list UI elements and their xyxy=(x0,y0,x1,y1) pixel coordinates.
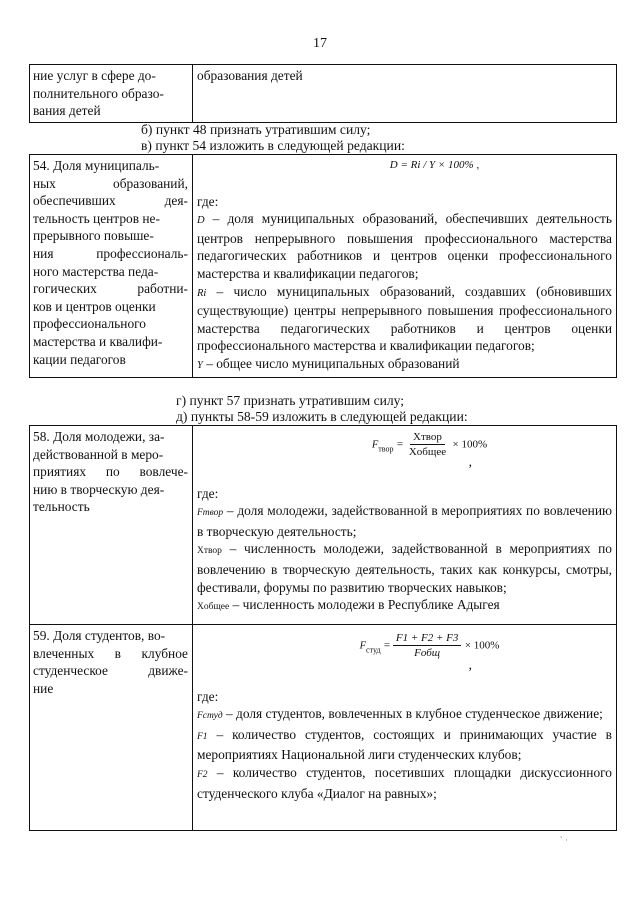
definition-y xyxy=(197,355,612,375)
symbol: F2 xyxy=(197,769,208,780)
symbol: Xтвор xyxy=(197,546,222,557)
indicator-54-name xyxy=(30,155,193,377)
note-g: г) пункт 57 признать утратившим силу; xyxy=(176,393,405,408)
formula-numerator: F1 + F2 + F3 xyxy=(393,631,462,646)
symbol: F1 xyxy=(197,731,208,742)
definition-xobshchee xyxy=(197,596,612,617)
cell-line: мастерства и квалифи- xyxy=(33,333,163,349)
formula-59: $F_{студ}$ = $\frac{F1 + F2 + F3}{\text{Fобщ}}$ × 100% xyxy=(359,632,500,659)
formula-denominator: Xобщее xyxy=(408,446,447,458)
indicator-58-formula-cell xyxy=(193,426,616,624)
scan-speck: ` · xyxy=(559,835,568,845)
definition-f2 xyxy=(197,764,612,802)
symbol: Xобщее xyxy=(197,602,230,613)
formula-denominator: Fобщ xyxy=(414,647,441,659)
cell-line: 54. Доля муниципаль- xyxy=(33,158,160,173)
formula-58: $F_{твор}$ = $\frac{\text{Xтвор}}{\text{Xобщее}}$ × 100% xyxy=(371,431,488,458)
indicator-54-table xyxy=(29,154,617,378)
cell-line: обеспечивших дея- xyxy=(33,193,188,209)
cell-line: нию в творческую дея- xyxy=(33,481,165,497)
page-number: 17 xyxy=(313,36,327,51)
formula-tail: × 100% xyxy=(452,438,488,451)
cell-line: ных образований, xyxy=(33,175,188,191)
definition-fstud xyxy=(197,705,612,726)
where-label: где: xyxy=(197,193,219,209)
formula-lhs: F xyxy=(371,439,379,451)
formula-numerator: Xтвор xyxy=(410,430,445,445)
cell-line: ние xyxy=(33,680,54,696)
formula-comma: , xyxy=(468,454,472,469)
cell-text: образования детей xyxy=(197,68,303,83)
definition-text: – количество студентов, посетивших площадки дискуссионного студенческого клуба «Диалог на равных»; xyxy=(197,764,612,801)
definition-ftvor xyxy=(197,502,612,540)
note-v: в) пункт 54 изложить в следующей редакции: xyxy=(141,138,405,153)
definition-text: – число муниципальных образований, создавших (обновивших существующие) центры непрерывного повышения профессионального мастерства педагогических работников и центров оценки профессионального мастерства и квалификации педагогов; xyxy=(197,283,612,354)
cell-line: вания детей xyxy=(33,103,101,119)
indicator-58-name xyxy=(30,426,193,624)
definition-text: – численность молодежи, задействованной в мероприятиях по вовлечению в творческую деятельность, таких как конкурсы, смотры, фестивали, форумы по развитию творческих навыков; xyxy=(197,541,612,595)
definition-text: – общее число муниципальных образований xyxy=(202,355,460,371)
cell-line: ного мастерства педа- xyxy=(33,263,159,279)
definition-f1 xyxy=(197,726,612,764)
definition-xtvor xyxy=(197,540,612,596)
symbol: D xyxy=(197,215,205,227)
cell-line: студенческое движе- xyxy=(33,663,188,679)
formula-lhs-sub: студ xyxy=(366,645,381,655)
cell-line: профессионального xyxy=(33,316,146,332)
indicator-59-name xyxy=(30,625,193,830)
top-table-left-cell xyxy=(30,65,193,122)
formula-lhs-sub: твор xyxy=(378,444,394,454)
definition-text: – количество студентов, состоящих и принимающих участие в мероприятиях Национальной лиги студенческих клубов; xyxy=(197,726,612,763)
definition-text: – доля муниципальных образований, обеспечивших деятельность центров непрерывного повышения профессионального мастерства педагогических работников и центров оценки профессионального мастерства и квалификации педагогов; xyxy=(197,211,612,281)
formula-fraction xyxy=(406,430,449,459)
formula-fraction xyxy=(393,631,462,660)
cell-line: тельность центров не- xyxy=(33,210,160,226)
definition-d xyxy=(197,210,612,282)
cell-line: полнительного образо- xyxy=(33,85,164,101)
formula-lhs: F xyxy=(359,640,367,652)
cell-line: приятиях по вовлече- xyxy=(33,464,188,480)
note-d: д) пункты 58-59 изложить в следующей редакции: xyxy=(176,409,468,424)
indicator-54-formula-cell xyxy=(193,155,616,377)
cell-line: влеченных в клубное xyxy=(33,645,188,661)
definition-text: – доля молодежи, задействованной в мероприятиях по вовлечению в творческую деятельность; xyxy=(197,503,612,539)
definition-text: – доля студентов, вовлеченных в клубное студенческое движение; xyxy=(222,706,603,722)
cell-line: ков и центров оценки xyxy=(33,298,156,314)
symbol: Fстуд xyxy=(197,711,223,722)
cell-line: кации педагогов xyxy=(33,351,126,367)
indicator-59-formula-cell xyxy=(193,625,616,830)
cell-line: действованной в меро- xyxy=(33,446,164,462)
indicator-58-row xyxy=(30,426,616,624)
symbol: Fтвор xyxy=(197,508,224,519)
where-label: где: xyxy=(197,485,219,501)
cell-line: 58. Доля молодежи, за- xyxy=(33,429,165,444)
indicator-59-row xyxy=(30,624,616,830)
top-table xyxy=(29,64,617,123)
formula-54: D = Ri / Y × 100% , xyxy=(389,159,480,171)
definition-ri xyxy=(197,283,612,355)
where-label: где: xyxy=(197,688,219,704)
symbol: Y xyxy=(197,359,203,371)
cell-line: 59. Доля студентов, во- xyxy=(33,628,166,643)
definition-text: – численность молодежи в Республике Адыгея xyxy=(229,597,500,613)
note-b: б) пункт 48 признать утратившим силу; xyxy=(141,122,371,137)
cell-line: ния профессиональ- xyxy=(33,245,188,261)
top-table-right-cell xyxy=(193,65,616,122)
indicators-58-59-table xyxy=(29,425,617,831)
cell-line: прерывного повыше- xyxy=(33,228,154,244)
symbol: Ri xyxy=(197,287,207,299)
formula-tail: × 100% xyxy=(464,639,500,652)
formula-comma: , xyxy=(468,657,472,672)
cell-line: ние услуг в сфере до- xyxy=(33,68,156,83)
cell-line: тельность xyxy=(33,499,90,515)
cell-line: гогических работни- xyxy=(33,281,188,297)
